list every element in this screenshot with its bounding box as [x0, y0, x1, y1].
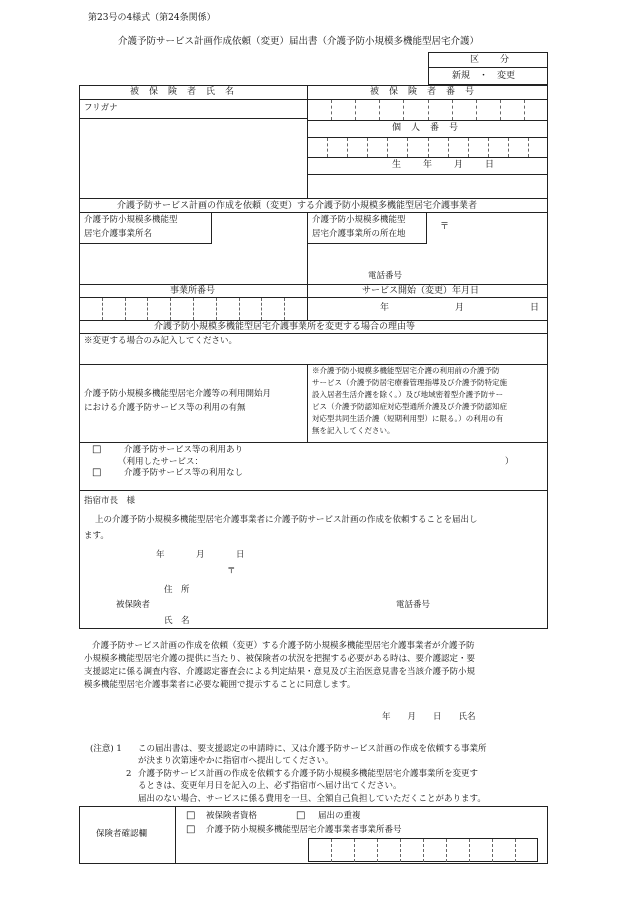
- digit-cell-divider: [428, 138, 429, 157]
- confirm-checkbox-3[interactable]: □: [186, 824, 196, 835]
- usage-yes-checkbox[interactable]: □: [92, 444, 102, 455]
- provider-name-label: 介護予防小規模多機能型: [84, 215, 178, 225]
- digit-cell-divider: [377, 839, 378, 862]
- digit-cell-divider: [515, 839, 516, 862]
- declaration-name-field[interactable]: [240, 612, 390, 626]
- category-value[interactable]: 新規 ・ 変更: [452, 71, 516, 81]
- confirm-item-2: 届出の重複: [318, 811, 361, 821]
- used-services-field[interactable]: [215, 457, 505, 468]
- note-1a: この届出書は、要支援認定の申請時に、又は介護予防サービス計画の作成を依頼する事業所: [138, 744, 487, 754]
- digit-cell-divider: [528, 138, 529, 157]
- furigana-label: フリガナ: [84, 103, 118, 113]
- used-services-label: （利用したサービス：: [118, 457, 204, 467]
- digit-cell-divider: [448, 138, 449, 157]
- usage-yes-label: 介護予防サービス等の利用あり: [124, 445, 244, 455]
- consent-line-3: 支援認定に係る調査内容、介護認定審査会による判定結果・意見及び主治医意見書を当該介護予防小規: [84, 667, 476, 677]
- provider-address-field[interactable]: [450, 216, 545, 266]
- declaration-year: 年: [156, 550, 165, 560]
- usage-label: 介護予防小規模多機能型居宅介護等の利用開始月: [84, 389, 272, 399]
- digit-cell-divider: [452, 100, 453, 120]
- declaration-month: 月: [196, 550, 205, 560]
- digit-cell-divider: [125, 298, 126, 320]
- digit-cell-divider: [379, 100, 380, 120]
- note-2-number: 2: [126, 769, 132, 779]
- confirm-label: 保険者確認欄: [96, 829, 148, 839]
- provider-name-field[interactable]: [82, 246, 304, 284]
- declaration-postal-mark: 〒: [227, 566, 236, 576]
- addressee: 指宿市長 様: [84, 496, 136, 506]
- digit-cell-divider: [347, 138, 348, 157]
- digit-cell-divider: [423, 839, 424, 862]
- digit-cell-divider: [367, 138, 368, 157]
- note-2a: 介護予防サービス計画の作成を依頼する介護予防小規模多機能型居宅介護事業所を変更す: [138, 769, 479, 779]
- category-label: 区 分: [470, 55, 516, 65]
- birth-date-field[interactable]: [310, 175, 545, 197]
- change-reason-note: ※変更する場合のみ記入してください。: [84, 336, 238, 346]
- consent-line-2: 小規模多機能型居宅介護の提供に当たり、被保険者の状況を把握する必要がある時は、要介護認定・要: [84, 654, 476, 664]
- insured-name-field[interactable]: [84, 119, 304, 197]
- digit-cell-divider: [469, 839, 470, 862]
- form-number: 第23号の4様式（第24条関係）: [88, 13, 216, 23]
- digit-cell-divider: [428, 100, 429, 120]
- digit-cell-divider: [387, 138, 388, 157]
- declaration-insured-label: 被保険者: [116, 600, 151, 610]
- start-year: 年: [380, 303, 390, 313]
- digit-cell-divider: [327, 138, 328, 157]
- consent-line-4: 模多機能型居宅介護事業者に必要な範囲で提示することに同意します。: [84, 680, 356, 690]
- digit-cell-divider: [193, 298, 194, 320]
- birth-date-label: 生年月日: [392, 160, 517, 170]
- provider-address-label: 介護予防小規模多機能型: [312, 215, 406, 225]
- declaration-address-field[interactable]: [240, 567, 530, 595]
- digit-cell-divider: [284, 298, 285, 320]
- usage-no-checkbox[interactable]: □: [92, 467, 102, 478]
- insured-name-label: 被保険者氏名: [130, 87, 245, 97]
- digit-cell-divider: [476, 100, 477, 120]
- confirm-checkbox-1[interactable]: □: [186, 810, 196, 821]
- confirm-item-3: 介護予防小規模多機能型居宅介護事業者事業所番号: [206, 825, 402, 835]
- provider-phone-label: 電話番号: [368, 271, 403, 281]
- declaration-name-label: 氏 名: [164, 616, 190, 626]
- digit-cell-divider: [492, 839, 493, 862]
- usage-note-5: 対応型共同生活介護（短期利用型）に限る。）の利用の有: [312, 414, 504, 423]
- declaration-body: 上の介護予防小規模多機能型居宅介護事業者に介護予防サービス計画の作成を依頼することを届出し: [95, 515, 478, 525]
- digit-cell-divider: [147, 298, 148, 320]
- personal-number-label: 個人番号: [392, 123, 469, 133]
- note-2b: るときは、変更年月日を記入の上、必ず指宿市へ届け出てください。: [138, 781, 402, 791]
- digit-cell-divider: [239, 298, 240, 320]
- digit-cell-divider: [524, 100, 525, 120]
- usage-note-4: ビス（介護予防認知症対応型通所介護及び介護予防認知症: [312, 402, 507, 411]
- digit-cell-divider: [508, 138, 509, 157]
- digit-cell-divider: [403, 100, 404, 120]
- note-2c: 届出のない場合、サービスに係る費用を一旦、全額自己負担していただくことがあります。: [138, 794, 486, 804]
- confirm-checkbox-2[interactable]: □: [296, 810, 306, 821]
- digit-cell-divider: [468, 138, 469, 157]
- usage-note-6: 無を記入してください。: [312, 426, 395, 435]
- usage-note-3: 設入居者生活介護を除く。）及び地域密着型介護予防サー: [312, 390, 504, 399]
- consent-name-field[interactable]: [470, 710, 545, 724]
- start-date-label: サービス開始（変更）年月日: [362, 286, 480, 296]
- postal-mark: 〒: [440, 222, 450, 232]
- notes-label: (注意) 1: [90, 744, 122, 754]
- declaration-day: 日: [236, 550, 245, 560]
- digit-cell-divider: [216, 298, 217, 320]
- digit-cell-divider: [261, 298, 262, 320]
- start-day: 日: [530, 303, 540, 313]
- digit-cell-divider: [102, 298, 103, 320]
- digit-cell-divider: [400, 839, 401, 862]
- digit-cell-divider: [170, 298, 171, 320]
- page-title: 介護予防サービス計画作成依頼（変更）届出書（介護予防小規模多機能型居宅介護）: [118, 36, 480, 47]
- digit-cell-divider: [331, 839, 332, 862]
- usage-no-label: 介護予防サービス等の利用なし: [124, 468, 244, 478]
- consent-date-line: 年 月 日 氏名: [382, 712, 476, 722]
- digit-cell-divider: [407, 138, 408, 157]
- note-1b: が決まり次第速やかに指宿市へ提出してください。: [138, 756, 334, 766]
- usage-note-1: ※介護予防小規模多機能型居宅介護の利用前の介護予防: [312, 366, 500, 375]
- declaration-phone-label: 電話番号: [396, 600, 431, 610]
- consent-line-1: 介護予防サービス計画の作成を依頼（変更）する介護予防小規模多機能型居宅介護事業者が介護予防: [92, 641, 475, 651]
- change-reason-field[interactable]: [82, 350, 544, 362]
- digit-cell-divider: [354, 839, 355, 862]
- digit-cell-divider: [355, 100, 356, 120]
- provider-section-title: 介護予防サービス計画の作成を依頼（変更）する介護予防小規模多機能型居宅介護事業者: [117, 201, 478, 211]
- declaration-address-label: 住 所: [164, 585, 190, 595]
- usage-note-2: サービス（介護予防居宅療養管理指導及び介護予防特定施: [312, 378, 507, 387]
- insured-number-label: 被保険者番号: [370, 87, 485, 97]
- office-number-label: 事業所番号: [170, 286, 216, 296]
- change-reason-title: 介護予防小規模多機能型居宅介護事業所を変更する場合の理由等: [154, 322, 416, 332]
- digit-cell-divider: [488, 138, 489, 157]
- digit-cell-divider: [500, 100, 501, 120]
- digit-cell-divider: [446, 839, 447, 862]
- start-month: 月: [455, 303, 465, 313]
- digit-cell-divider: [331, 100, 332, 120]
- confirm-item-1: 被保険者資格: [206, 811, 258, 821]
